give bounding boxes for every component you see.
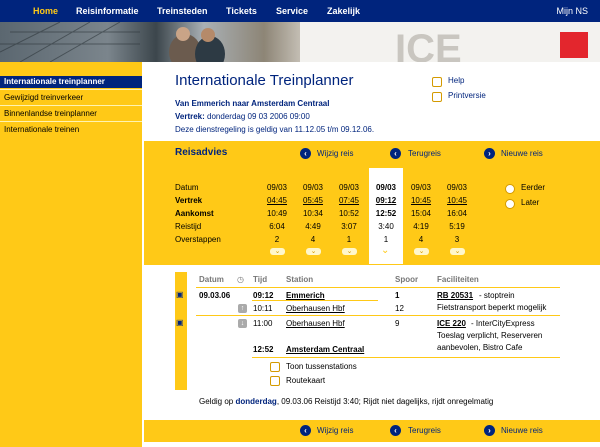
nav-mijn-ns[interactable]: Mijn NS xyxy=(556,6,588,16)
train-type-text: - stoptrein xyxy=(479,291,515,300)
col-vertrek[interactable]: 10:45 xyxy=(410,196,432,205)
col-aankomst: 15:04 xyxy=(410,209,432,218)
header-photo xyxy=(0,22,600,62)
printversie-link[interactable]: Printversie xyxy=(448,91,486,100)
arrow-left-icon: ‹ xyxy=(300,148,311,159)
col-overstappen: 4 xyxy=(310,235,316,244)
col-overstappen: 1 xyxy=(383,235,389,244)
bottom-action-bar xyxy=(144,420,600,442)
facility-text: Toeslag verplicht, Reserveren xyxy=(437,331,543,340)
sidebar-item-gewijzigd-treinverkeer[interactable]: Gewijzigd treinverkeer xyxy=(4,93,84,102)
nav-reisinformatie[interactable]: Reisinformatie xyxy=(76,6,139,16)
train-icon: ▣ xyxy=(176,290,184,299)
nav-zakelijk[interactable]: Zakelijk xyxy=(327,6,361,16)
row-datum: 09.03.06 xyxy=(199,291,231,300)
page-title: Internationale Treinplanner xyxy=(175,72,354,89)
help-icon xyxy=(432,77,442,87)
col-overstappen: 4 xyxy=(418,235,424,244)
terugreis-link[interactable]: Terugreis xyxy=(408,149,441,158)
header-spoor: Spoor xyxy=(395,275,419,284)
nieuwe-reis-link[interactable]: Nieuwe reis xyxy=(501,149,543,158)
label-datum: Datum xyxy=(175,183,199,192)
routekaart-label[interactable]: Routekaart xyxy=(286,376,326,385)
nav-service[interactable]: Service xyxy=(276,6,309,16)
eerder-radio[interactable] xyxy=(505,184,515,194)
reisadvies-bar xyxy=(144,141,600,165)
col-reistijd: 3:40 xyxy=(378,222,394,231)
label-reistijd: Reistijd xyxy=(175,222,202,231)
summary-pre: Geldig op xyxy=(199,397,236,406)
row-spoor: 9 xyxy=(395,319,400,328)
toon-tussenstations-label[interactable]: Toon tussenstations xyxy=(286,362,357,371)
col-vertrek[interactable]: 05:45 xyxy=(302,196,324,205)
arrow-left-icon: ‹ xyxy=(390,148,401,159)
svg-text:ICE: ICE xyxy=(395,27,462,62)
chevron-down-icon[interactable]: ⌄ xyxy=(414,248,429,255)
vertrek-value: donderdag 09 03 2006 09:00 xyxy=(207,112,310,121)
route-text: Van Emmerich naar Amsterdam Centraal xyxy=(175,99,330,108)
header-datum: Datum xyxy=(199,275,224,284)
row-station-link[interactable]: Emmerich xyxy=(286,291,325,300)
sidebar-item-binnenlandse-treinplanner[interactable]: Binnenlandse treinplanner xyxy=(4,109,97,118)
terugreis-link-bottom[interactable]: Terugreis xyxy=(408,426,441,435)
col-overstappen: 3 xyxy=(454,235,460,244)
train-number-link[interactable]: RB 20531 xyxy=(437,291,474,300)
vertrek-label: Vertrek: xyxy=(175,112,205,121)
col-datum: 09/03 xyxy=(266,183,288,192)
label-vertrek: Vertrek xyxy=(175,196,203,205)
nav-treinsteden[interactable]: Treinsteden xyxy=(157,6,208,16)
sidebar-divider xyxy=(0,105,142,106)
facility-text: aanbevolen, Bistro Cafe xyxy=(437,343,523,352)
row-station-link[interactable]: Oberhausen Hbf xyxy=(286,304,345,313)
col-vertrek[interactable]: 07:45 xyxy=(338,196,360,205)
reisadvies-title: Reisadvies xyxy=(175,147,228,158)
later-radio[interactable] xyxy=(505,199,515,209)
label-overstappen: Overstappen xyxy=(175,235,221,244)
later-label[interactable]: Later xyxy=(521,198,540,207)
arrow-right-icon: › xyxy=(484,425,495,436)
summary-post: , 09.03.06 Reistijd 3:40; Rijdt niet dagelijks, rijdt onregelmatig xyxy=(276,397,494,406)
sidebar-item-internationale-treinen[interactable]: Internationale treinen xyxy=(4,125,80,134)
col-vertrek[interactable]: 10:45 xyxy=(446,196,468,205)
chevron-down-icon[interactable]: ⌄ xyxy=(270,248,285,255)
clock-icon: ◷ xyxy=(237,275,244,284)
chevron-down-icon[interactable]: ⌄ xyxy=(342,248,357,255)
col-reistijd: 3:07 xyxy=(341,222,357,231)
sidebar xyxy=(0,62,142,447)
col-reistijd: 6:04 xyxy=(269,222,285,231)
summary-day: donderdag xyxy=(235,397,277,406)
chevron-down-icon[interactable]: ⌄ xyxy=(450,248,465,255)
header-station: Station xyxy=(286,275,314,284)
col-datum: 09/03 xyxy=(375,183,397,192)
col-datum: 09/03 xyxy=(338,183,360,192)
col-overstappen: 2 xyxy=(274,235,280,244)
arrow-left-icon: ‹ xyxy=(390,425,401,436)
col-overstappen: 1 xyxy=(346,235,352,244)
row-divider xyxy=(196,315,560,316)
chevron-down-icon[interactable]: ⌄ xyxy=(306,248,321,255)
col-reistijd: 4:49 xyxy=(305,222,321,231)
col-vertrek[interactable]: 04:45 xyxy=(266,196,288,205)
station-photo-image xyxy=(0,22,600,62)
sidebar-item-internationale-treinplanner[interactable]: Internationale treinplanner xyxy=(0,76,142,88)
col-reistijd: 5:19 xyxy=(449,222,465,231)
header-tijd: Tijd xyxy=(253,275,268,284)
help-link[interactable]: Help xyxy=(448,76,465,85)
arrow-right-icon: › xyxy=(484,148,495,159)
print-icon xyxy=(432,92,442,102)
row-divider xyxy=(252,300,378,301)
train-type-text: - InterCityExpress xyxy=(471,319,535,328)
col-aankomst: 16:04 xyxy=(446,209,468,218)
details-header-divider xyxy=(196,287,560,288)
validity-text: Deze dienstregeling is geldig van 11.12.05 t/m 09.12.06. xyxy=(175,125,375,134)
wijzig-reis-link[interactable]: Wijzig reis xyxy=(317,149,354,158)
departure-arrow-icon: ↓ xyxy=(238,319,247,328)
chevron-down-icon: ⌄ xyxy=(381,245,390,256)
arrival-arrow-icon: ↑ xyxy=(238,304,247,313)
row-tijd: 09:12 xyxy=(253,291,274,300)
header-faciliteiten: Faciliteiten xyxy=(437,275,479,284)
row-tijd: 11:00 xyxy=(253,319,273,328)
row-spoor: 1 xyxy=(395,291,400,300)
wijzig-reis-link-bottom[interactable]: Wijzig reis xyxy=(317,426,354,435)
col-aankomst: 12:52 xyxy=(375,209,397,218)
row-spoor: 12 xyxy=(395,304,404,313)
col-datum: 09/03 xyxy=(302,183,324,192)
nav-tickets[interactable]: Tickets xyxy=(226,6,257,16)
train-number-link[interactable]: ICE 220 xyxy=(437,319,466,328)
routekaart-checkbox[interactable] xyxy=(270,376,280,386)
row-tijd: 12:52 xyxy=(253,345,274,354)
col-aankomst: 10:52 xyxy=(338,209,360,218)
summary-text xyxy=(199,397,493,406)
col-vertrek[interactable]: 09:12 xyxy=(375,196,397,205)
facility-text: Fietstransport beperkt mogelijk xyxy=(437,303,547,312)
col-aankomst: 10:49 xyxy=(266,209,288,218)
col-reistijd: 4:19 xyxy=(413,222,429,231)
row-station-link[interactable]: Amsterdam Centraal xyxy=(286,345,365,354)
nav-home[interactable]: Home xyxy=(33,6,59,16)
row-tijd: 10:11 xyxy=(253,304,273,313)
col-datum: 09/03 xyxy=(410,183,432,192)
top-navigation xyxy=(0,0,600,22)
eerder-label[interactable]: Eerder xyxy=(521,183,546,192)
toon-tussenstations-checkbox[interactable] xyxy=(270,362,280,372)
sidebar-divider xyxy=(0,89,142,90)
vertrek-line xyxy=(175,112,310,121)
nieuwe-reis-link-bottom[interactable]: Nieuwe reis xyxy=(501,426,543,435)
row-station-link[interactable]: Oberhausen Hbf xyxy=(286,319,345,328)
sidebar-divider xyxy=(0,121,142,122)
train-icon: ▣ xyxy=(176,318,184,327)
col-aankomst: 10:34 xyxy=(302,209,324,218)
col-datum: 09/03 xyxy=(446,183,468,192)
label-aankomst: Aankomst xyxy=(175,209,214,218)
arrow-left-icon: ‹ xyxy=(300,425,311,436)
row-divider xyxy=(252,357,560,358)
